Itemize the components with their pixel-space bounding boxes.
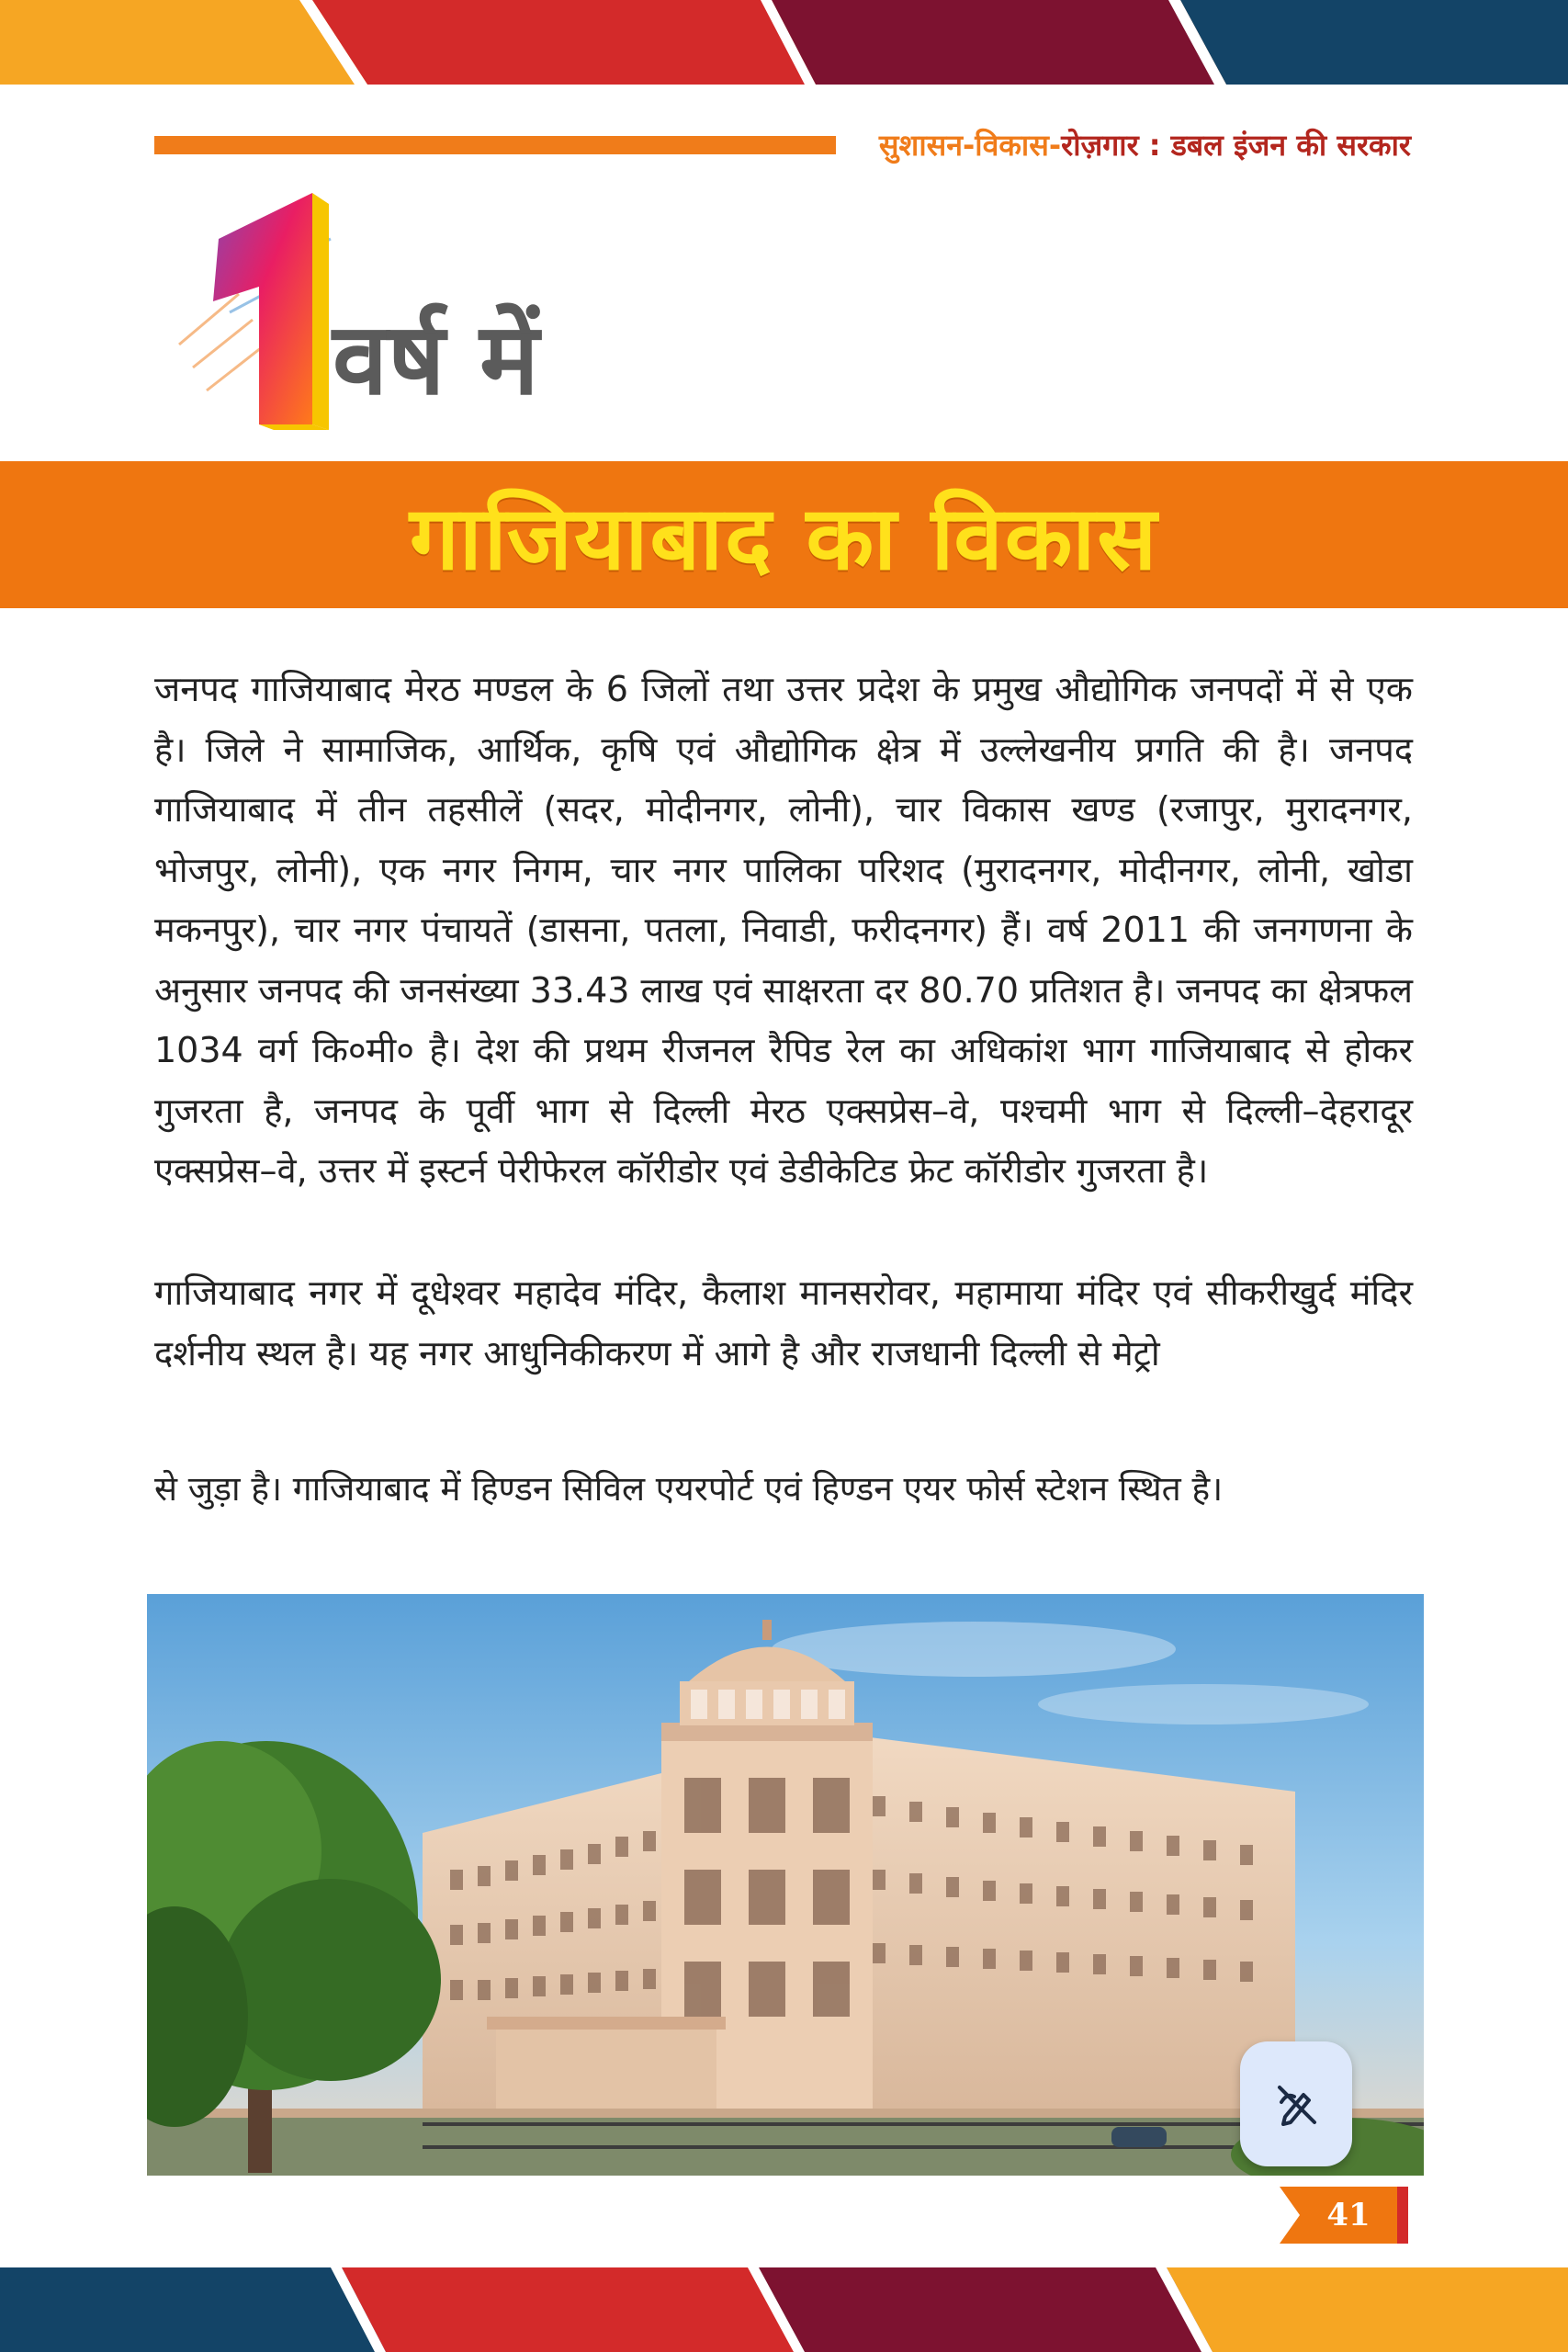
page-title: गाजियाबाद का विकास <box>409 485 1159 590</box>
header-rule <box>154 136 836 154</box>
tagline-part-1: सुशासन- <box>878 128 976 163</box>
title-banner <box>0 461 1568 608</box>
header-tagline <box>854 125 1411 164</box>
big-numeral-graphic <box>175 184 349 436</box>
paragraph-district-overview: जनपद गाजियाबाद मेरठ मण्डल के 6 जिलों तथा उत्तर प्रदेश के प्रमुख औद्योगिक जनपदों में से एक है। जिले ने सामाजिक, आर्थिक, कृषि एवं औद्योगिक क्षेत्र में उल्लेखनीय प्रगति की है। जनपद गाजियाबाद में तीन तहसीलें (सदर, मोदीनगर, लोनी), चार विकास खण्ड (रजापुर, मुरादनगर, भोजपुर, लोनी), एक नगर निगम, चार नगर पालिका परिशद (मुरादनगर, मोदीनगर, लोनी, खोडा मकनपुर), चार नगर पंचायतें (डासना, पतला, निवाडी, फरीदनगर) हैं। वर्ष 2011 की जनगणना के अनुसार जनपद की जनसंख्या 33.43 लाख एवं साक्षरता दर 80.70 प्रतिशत है। जनपद का क्षेत्रफल 1034 वर्ग कि०मी० है। देश की प्रथम रीजनल रैपिड रेल का अधिकांश भाग गाजियाबाद से होकर गुजरता है, जनपद के पूर्वी भाग से दिल्ली मेरठ एक्सप्रेस–वे, पश्चमी भाग से दिल्ली–देहरादूर एक्सप्रेस–वे, उत्तर में इस्टर्न पेरीफेरल कॉरीडोर एवं डेडीकेटिड फ्रेट कॉरीडोर गुजरता है। <box>154 669 1413 1191</box>
building-photo <box>147 1594 1424 2176</box>
tagline-part-2: विकास- <box>975 128 1062 163</box>
bottom-decorative-band <box>0 2267 1568 2352</box>
top-decorative-band <box>0 0 1568 85</box>
year-caption: वर्ष में <box>333 302 539 417</box>
page-number: 41 <box>1326 2197 1371 2233</box>
paragraph-city-attractions: गाजियाबाद नगर में दूधेश्वर महादेव मंदिर, कैलाश मानसरोवर, महामाया मंदिर एवं सीकरीखुर्द मंदिर दर्शनीय स्थल है। यह नगर आधुनिकीकरण में आगे है और राजधानी दिल्ली से मेट्रो <box>154 1272 1413 1374</box>
edit-floating-button[interactable] <box>1240 2041 1352 2166</box>
tagline-part-3: रोज़गार : डबल इंजन की सरकार <box>1061 128 1411 163</box>
paragraph-airport: से जुड़ा है। गाजियाबाद में हिण्डन सिविल एयरपोर्ट एवं हिण्डन एयर फोर्स स्टेशन स्थित है। <box>154 1469 1224 1509</box>
pen-slash-icon <box>1272 2080 1320 2128</box>
